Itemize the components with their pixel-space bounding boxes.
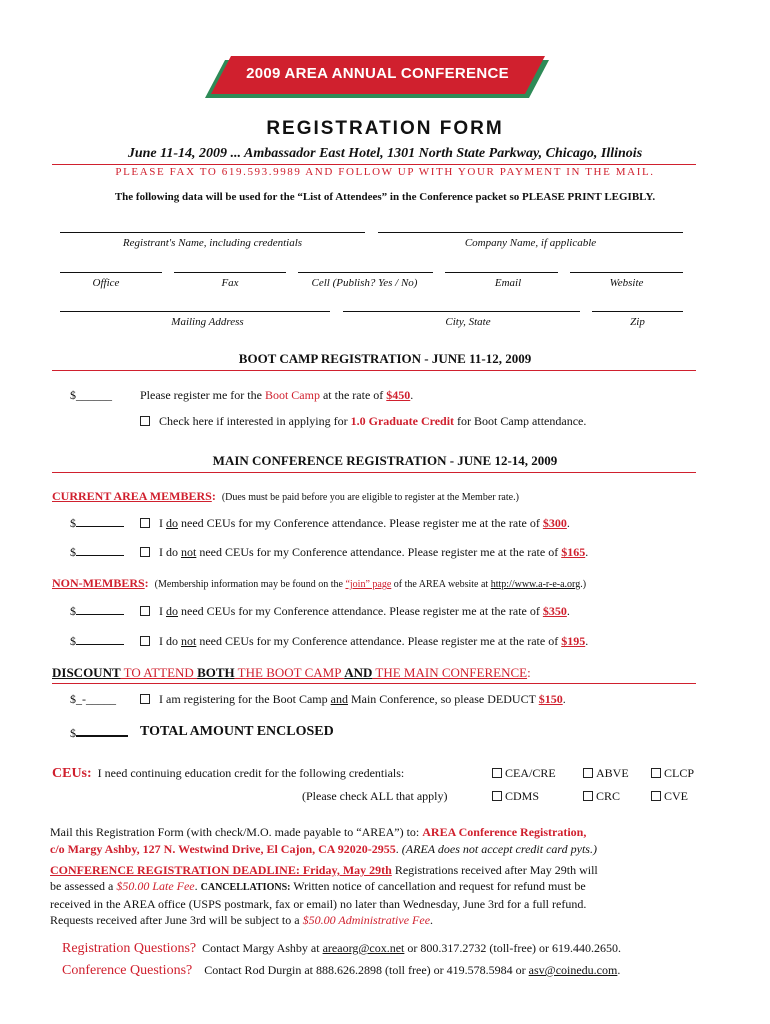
nonmember-ceu-row: I do need CEUs for my Conference attendance. Please register me at the rate of $350. [140, 604, 570, 619]
discount-text-c: Main Conference, so please DEDUCT [347, 692, 539, 706]
registrant-label: Registrant's Name, including credentials [122, 237, 303, 249]
registration-questions-label: Registration Questions? [62, 941, 197, 956]
member-noceu-checkbox[interactable] [140, 547, 150, 557]
discount-row: I am registering for the Boot Camp and Main Conference, so please DEDUCT $150. [140, 692, 566, 707]
discount-heading [52, 665, 531, 681]
mail-address: c/o Margy Ashby, 127 N. Westwind Drive, El Cajon, CA 92020-2955 [50, 842, 396, 856]
mailing-label: Mailing Address [171, 316, 244, 328]
ceu-option-cea-label: CEA/CRE [505, 766, 556, 780]
discount-amount[interactable]: $_-_____ [70, 692, 116, 706]
nonmember-noceu-text-a: I do [159, 634, 181, 648]
mail-text-a: Mail this Registration Form (with check/M.O. made payable to “AREA”) to: [50, 825, 423, 839]
conference-questions-label: Conference Questions? [62, 963, 193, 978]
nonmember-noceu-text-c: need CEUs for my Conference attendance. Please register me at the rate of [196, 634, 562, 648]
deadline-text-i: Requests received after June 3rd will be subject to a [50, 913, 303, 927]
nonmember-ceu-text-c: need CEUs for my Conference attendance. Please register me at the rate of [178, 604, 543, 618]
ceus-label: CEUs: [52, 766, 92, 781]
members-row: CURRENT AREA MEMBERS: (Dues must be paid before you are eligible to register at the Member rate.) [52, 489, 519, 503]
member-noceu-text-b: not [181, 545, 197, 559]
nonmember-noceu-amount[interactable]: $ [70, 634, 124, 649]
member-ceu-amount[interactable]: $ [70, 516, 124, 531]
boot-camp-rule [52, 370, 696, 371]
event-line: June 11-14, 2009 ... Ambassador East Hotel, 1301 North State Parkway, Chicago, Illinois [127, 146, 643, 161]
office-line[interactable] [60, 272, 162, 273]
member-ceu-price: $300 [542, 516, 567, 530]
city-label: City, State [445, 316, 491, 328]
email-line[interactable] [445, 272, 558, 273]
nonmember-ceu-amount[interactable]: $ [70, 604, 124, 619]
ceus-text: I need continuing education credit for the following credentials: [97, 766, 405, 780]
member-ceu-checkbox[interactable] [140, 518, 150, 528]
deadline-text-h: received in the AREA office (USPS postmark, fax or email) no later than Wednesday, June 3rd for a full refund. [50, 897, 587, 911]
registration-contact-a: Contact Margy Ashby at [202, 941, 323, 955]
boot-camp-text-b: Boot Camp [264, 388, 320, 402]
member-noceu-row: I do not need CEUs for my Conference attendance. Please register me at the rate of $165. [140, 545, 588, 560]
company-line[interactable] [378, 232, 683, 233]
nonmember-ceu-text-a: I [159, 604, 166, 618]
discount-text-b: and [330, 692, 348, 706]
website-label: Website [609, 277, 644, 289]
boot-camp-heading: BOOT CAMP REGISTRATION - JUNE 11-12, 2009 [238, 351, 532, 366]
email-label: Email [494, 277, 522, 289]
mailing-line[interactable] [60, 311, 330, 312]
form-title: REGISTRATION FORM [266, 118, 504, 139]
graduate-credit-text-a: Check here if interested in applying for [159, 414, 351, 428]
mail-note: (AREA does not accept credit card pyts.) [401, 842, 597, 856]
ceu-option-cdms-label: CDMS [505, 789, 540, 803]
deadline-text-e: . [194, 879, 201, 893]
boot-camp-line [140, 388, 413, 403]
member-ceu-text-b: do [166, 516, 178, 530]
graduate-credit-checkbox[interactable] [140, 416, 150, 426]
ceu-option-clcp-label: CLCP [664, 766, 695, 780]
boot-camp-amount[interactable]: $______ [70, 388, 112, 402]
main-conference-rule [52, 472, 696, 473]
nonmember-ceu-text-b: do [166, 604, 178, 618]
ceus-check-all: (Please check ALL that apply) [302, 789, 448, 803]
conference-contact-a: Contact Rod Durgin at 888.626.2898 (toll free) or 419.578.5984 or [204, 963, 529, 977]
zip-label: Zip [630, 316, 645, 328]
member-ceu-text-c: need CEUs for my Conference attendance. Please register me at the rate of [178, 516, 543, 530]
ceu-option-cdms[interactable] [492, 789, 539, 804]
deadline-title: CONFERENCE REGISTRATION DEADLINE: Friday, May 29th [50, 863, 392, 877]
cell-line[interactable] [298, 272, 433, 273]
office-label: Office [92, 277, 120, 289]
member-ceu-row: I do need CEUs for my Conference attendance. Please register me at the rate of $300. [140, 516, 570, 531]
deadline-paragraph [50, 862, 718, 928]
discount-w6: THE MAIN CONFERENCE [372, 665, 528, 680]
deadline-text-b: Registrations received after May 29th will [391, 863, 598, 877]
banner-title: 2009 AREA ANNUAL CONFERENCE [246, 65, 509, 82]
ceu-option-crc-label: CRC [596, 789, 621, 803]
mail-text-d: . [395, 842, 402, 856]
boot-camp-text-c: at the rate of [319, 388, 387, 402]
graduate-credit-row [140, 414, 586, 429]
graduate-credit-text-c: for Boot Camp attendance. [454, 414, 587, 428]
nonmember-ceu-checkbox[interactable] [140, 606, 150, 616]
nonmember-noceu-row: I do not need CEUs for my Conference attendance. Please register me at the rate of $195. [140, 634, 588, 649]
city-line[interactable] [343, 311, 580, 312]
nonmember-ceu-price: $350 [542, 604, 567, 618]
ceu-option-cve-label: CVE [664, 789, 688, 803]
discount-checkbox[interactable] [140, 694, 150, 704]
discount-w2: TO ATTEND [120, 665, 198, 680]
late-fee: $50.00 Late Fee [116, 879, 195, 893]
margy-email-link[interactable]: areaorg@cox.net [322, 941, 405, 955]
cell-label: Cell (Publish? Yes / No) [311, 277, 418, 289]
nonmember-noceu-checkbox[interactable] [140, 636, 150, 646]
cancellations-label: CANCELLATIONS: [200, 882, 291, 893]
registration-contact-c: or 800.317.2732 (toll-free) or 619.440.2650. [404, 941, 622, 955]
banner [205, 56, 550, 102]
discount-rule [52, 683, 696, 684]
member-noceu-text-c: need CEUs for my Conference attendance. Please register me at the rate of [196, 545, 562, 559]
registrant-line[interactable] [60, 232, 365, 233]
company-label: Company Name, if applicable [464, 237, 597, 249]
mail-paragraph [50, 824, 718, 858]
member-noceu-text-a: I do [159, 545, 181, 559]
ceu-option-crc[interactable] [583, 789, 620, 804]
boot-camp-price: $450 [386, 388, 411, 402]
discount-w7: : [527, 665, 531, 680]
main-conference-heading: MAIN CONFERENCE REGISTRATION - JUNE 12-14, 2009 [212, 453, 558, 468]
area-website-link[interactable]: http://www.a-r-e-a.org [490, 579, 581, 590]
ceu-option-cea[interactable] [492, 766, 556, 781]
discount-w5: AND [344, 665, 373, 680]
print-note: The following data will be used for the “List of Attendees” in the Conference packet so PLEASE PRINT LEGIBLY. [114, 191, 656, 203]
nonmembers-note-a: (Membership information may be found on the [154, 579, 346, 590]
discount-text-a: I am registering for the Boot Camp [159, 692, 331, 706]
member-noceu-amount[interactable]: $ [70, 545, 124, 560]
nonmember-noceu-text-b: not [181, 634, 197, 648]
discount-w3: BOTH [197, 665, 235, 680]
fax-label: Fax [221, 277, 239, 289]
nonmembers-note-c: of the AREA website at [391, 579, 491, 590]
discount-price: $150 [538, 692, 563, 706]
ceu-option-abve[interactable] [583, 766, 629, 781]
conference-contact-c: . [617, 963, 621, 977]
deadline-text-c: be assessed a [50, 879, 117, 893]
discount-w1: DISCOUNT [52, 665, 121, 680]
members-label: CURRENT AREA MEMBERS [52, 489, 212, 503]
deadline-text-g: Written notice of cancellation and request for refund must be [290, 879, 586, 893]
ceu-option-clcp[interactable] [651, 766, 694, 781]
ceus-row [52, 766, 404, 782]
ceu-option-abve-label: ABVE [596, 766, 629, 780]
boot-camp-text-a: Please register me for the [140, 388, 265, 402]
nonmembers-row: NON-MEMBERS: (Membership information may be found on the “join” page of the AREA website at http://www.a-r-e-a.org.) [52, 576, 587, 590]
title-rule [52, 164, 696, 165]
total-amount[interactable]: $ [70, 726, 128, 741]
nonmember-noceu-price: $195 [561, 634, 586, 648]
boot-camp-text-e: . [410, 388, 414, 402]
discount-w4: THE BOOT CAMP [234, 665, 345, 680]
fax-line: PLEASE FAX TO 619.593.9989 AND FOLLOW UP WITH YOUR PAYMENT IN THE MAIL. [115, 166, 655, 178]
nonmembers-label: NON-MEMBERS [52, 576, 145, 590]
join-page-link[interactable]: “join” page [345, 579, 392, 590]
ceu-option-cve[interactable] [651, 789, 688, 804]
members-note: (Dues must be paid before you are eligible to register at the Member rate.) [221, 492, 519, 503]
nonmembers-note-e: .) [580, 579, 587, 590]
member-ceu-text-a: I [159, 516, 166, 530]
total-label: TOTAL AMOUNT ENCLOSED [140, 724, 334, 739]
deadline-text-k: . [430, 913, 434, 927]
fax-field-line[interactable] [174, 272, 286, 273]
registration-questions-row [62, 941, 621, 957]
mail-text-b: AREA Conference Registration, [422, 825, 587, 839]
website-line[interactable] [570, 272, 683, 273]
member-noceu-price: $165 [561, 545, 586, 559]
conference-questions-row [62, 963, 620, 979]
admin-fee: $50.00 Administrative Fee [302, 913, 431, 927]
graduate-credit-text-b: 1.0 Graduate Credit [350, 414, 455, 428]
zip-line[interactable] [592, 311, 683, 312]
rod-email-link[interactable]: asv@coinedu.com [528, 963, 618, 977]
